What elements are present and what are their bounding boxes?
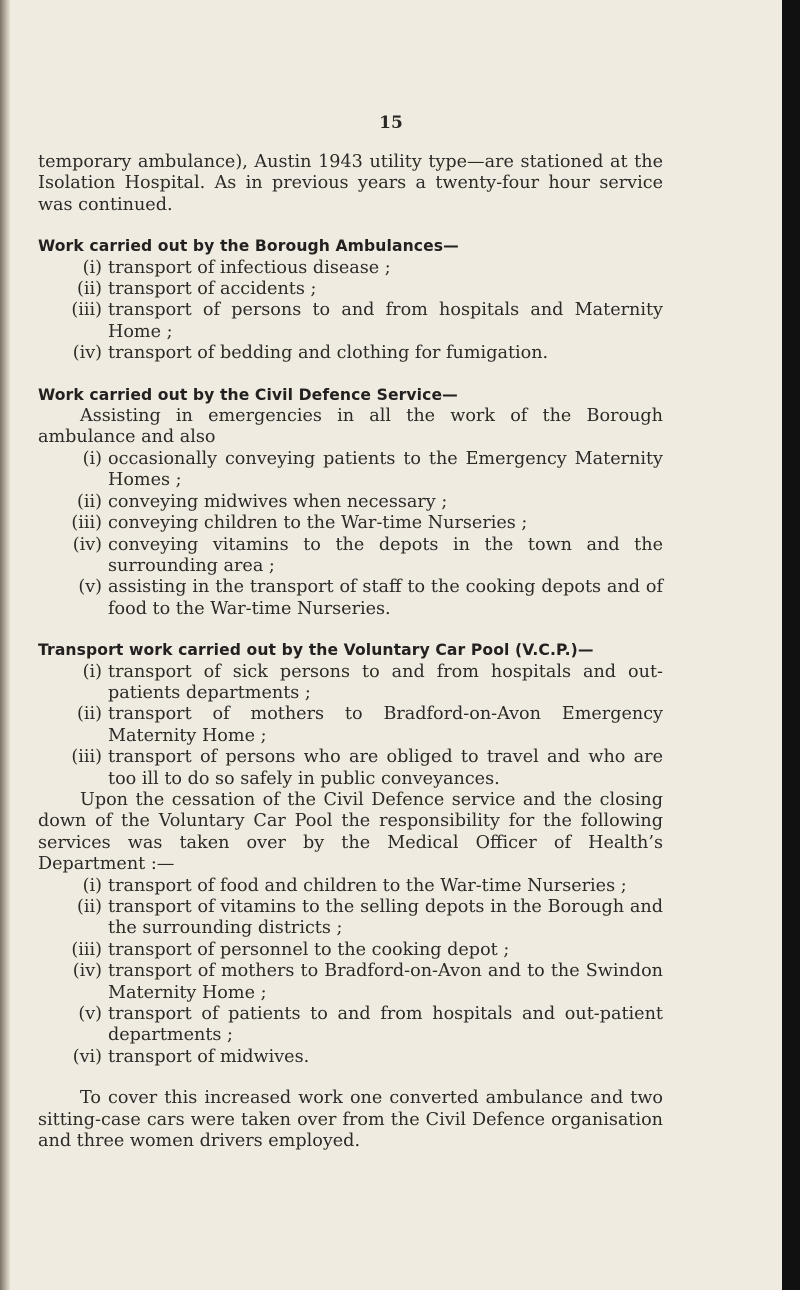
borough-heading: Work carried out by the Borough Ambulances— [38, 237, 459, 256]
item-text: transport of vitamins to the selling depots in the Borough and the surrounding districts ; [108, 897, 663, 939]
item-text: conveying midwives when necessary ; [108, 491, 448, 512]
list-item [38, 897, 663, 940]
item-text: transport of food and children to the War-time Nurseries ; [108, 875, 627, 896]
item-text: transport of mothers to Bradford-on-Avon Emergency Maternity Home ; [108, 704, 663, 746]
list-item [38, 513, 663, 534]
borough-section [38, 236, 663, 364]
list-item [38, 577, 663, 620]
list-item [38, 492, 663, 513]
item-text: conveying vitamins to the depots in the town and the surrounding area ; [108, 534, 663, 576]
list-item [38, 300, 663, 343]
civil-defence-section [38, 385, 663, 620]
civil-defence-list [38, 449, 663, 620]
list-item [38, 449, 663, 492]
item-number: (iii) [71, 513, 102, 534]
item-number: (vi) [72, 1046, 102, 1067]
item-number: (ii) [77, 491, 102, 512]
item-text: transport of midwives. [108, 1046, 310, 1067]
item-text: transport of mothers to Bradford-on-Avon and to the Swindon Maternity Home ; [108, 961, 663, 1003]
civil-defence-heading: Work carried out by the Civil Defence Service— [38, 385, 458, 404]
binding-edge [0, 0, 10, 1290]
vcp-heading: Transport work carried out by the Voluntary Car Pool (V.C.P.)— [38, 641, 594, 660]
item-number: (iii) [71, 300, 102, 321]
list-item [38, 343, 663, 364]
closing-section [38, 1088, 663, 1152]
item-text: transport of accidents ; [108, 279, 317, 300]
item-number: (i) [82, 257, 102, 278]
vcp-section [38, 640, 663, 1068]
item-text: occasionally conveying patients to the Emergency Maternity Homes ; [108, 448, 663, 491]
list-item [38, 535, 663, 578]
item-number: (ii) [77, 704, 102, 725]
page-content [38, 152, 663, 1152]
vcp-list [38, 662, 663, 790]
list-item [38, 258, 663, 279]
moh-list [38, 876, 663, 1069]
item-text: transport of bedding and clothing for fumigation. [108, 343, 549, 364]
item-text: transport of persons who are obliged to travel and who are too ill to do so safely in public conveyances. [108, 747, 663, 789]
list-item [38, 704, 663, 747]
item-number: (iii) [71, 939, 102, 960]
item-text: transport of infectious disease ; [108, 257, 391, 278]
item-number: (v) [78, 577, 102, 598]
list-item [38, 1047, 663, 1068]
list-item [38, 662, 663, 705]
borough-list [38, 258, 663, 365]
list-item [38, 876, 663, 897]
list-item [38, 1004, 663, 1047]
page-number: 15 [379, 113, 403, 133]
intro-paragraph: temporary ambulance), Austin 1943 utility type—are stationed at the Isolation Hospital. As in previous years a twenty-four hour service was continued. [38, 152, 663, 215]
scan-dark-edge [782, 0, 800, 1290]
list-item [38, 940, 663, 961]
item-number: (i) [82, 661, 102, 682]
list-item [38, 747, 663, 790]
item-number: (i) [82, 875, 102, 896]
closing-paragraph: To cover this increased work one converted ambulance and two sitting-case cars were taken over from the Civil Defence organisation and three women drivers employed. [38, 1088, 663, 1152]
moh-intro: Upon the cessation of the Civil Defence service and the closing down of the Voluntary Car Pool the responsibility for the following services was taken over by the Medical Officer of Health’s Department :— [38, 789, 663, 875]
item-number: (ii) [77, 897, 102, 917]
list-item [38, 279, 663, 300]
item-text: conveying children to the War-time Nurseries ; [108, 513, 528, 534]
item-number: (ii) [77, 279, 102, 300]
item-number: (iv) [72, 343, 102, 364]
item-text: transport of persons to and from hospitals and Maternity Home ; [108, 300, 663, 342]
item-number: (iii) [71, 747, 102, 768]
item-number: (i) [82, 448, 102, 469]
item-text: assisting in the transport of staff to the cooking depots and of food to the War-time Nurseries. [108, 577, 663, 619]
item-text: transport of patients to and from hospitals and out-patient departments ; [108, 1004, 663, 1046]
item-text: transport of personnel to the cooking depot ; [108, 939, 510, 960]
item-text: transport of sick persons to and from hospitals and out-patients departments ; [108, 661, 663, 703]
list-item [38, 961, 663, 1004]
item-number: (iv) [72, 961, 102, 982]
civil-defence-intro: Assisting in emergencies in all the work of the Borough ambulance and also [38, 406, 663, 448]
item-number: (iv) [72, 534, 102, 555]
item-number: (v) [78, 1004, 102, 1025]
